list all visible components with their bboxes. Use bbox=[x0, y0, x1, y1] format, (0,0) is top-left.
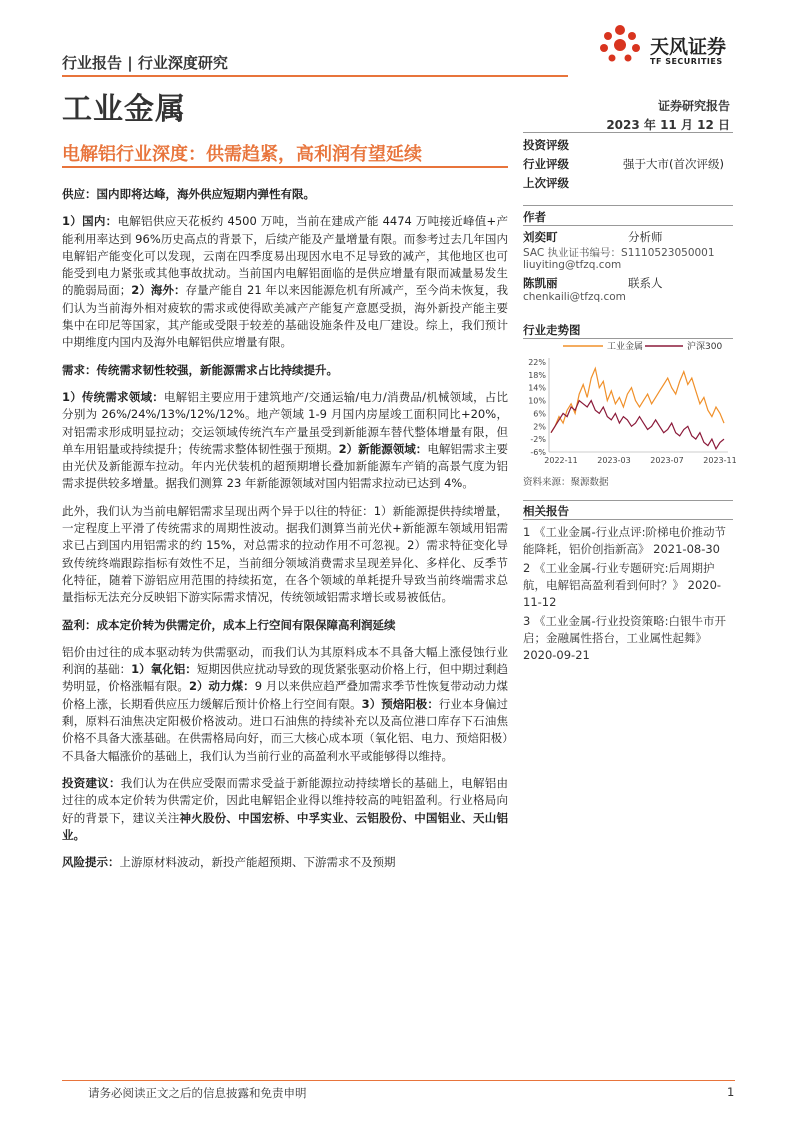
legend-label-2: 沪深300 bbox=[687, 342, 723, 352]
legend-label-1: 工业金属 bbox=[607, 342, 644, 352]
related-report-item[interactable]: 2 《工业金属-行业专题研究:后周期护航，电解铝高盈利看到何时？》 2020-11-12 bbox=[523, 561, 722, 609]
author-block bbox=[523, 205, 733, 303]
y-tick-label: 2% bbox=[533, 422, 546, 432]
related-list bbox=[523, 524, 733, 666]
industry-rating-label: 行业评级 bbox=[523, 157, 569, 171]
author-1-cert: SAC 执业证书编号：S1110523050001 bbox=[523, 247, 715, 259]
trend-source: 资料来源：聚源数据 bbox=[523, 477, 609, 488]
y-tick-label: -2% bbox=[530, 435, 546, 445]
section-supply-head: 供应：国内即将达峰，海外供应短期内弹性有限。 bbox=[62, 187, 315, 201]
main-body bbox=[62, 180, 508, 881]
related-report-item[interactable]: 3 《工业金属-行业投资策略:白银牛市开启；金融属性搭台，工业属性起舞》2020-09-21 bbox=[523, 614, 726, 662]
footer-divider bbox=[62, 1080, 735, 1081]
author-1-name: 刘奕町 bbox=[523, 230, 558, 244]
author-1-email: liuyiting@tfzq.com bbox=[523, 259, 622, 271]
section-investment-text: 投资建议：我们认为在供应受限而需求受益于新能源拉动持续增长的基础上，电解铝由过往的成本定价转为供需定价，因此电解铝企业得以维持较高的吨铝盈利。行业格局向好的背景下，建议关注神火股份、中国宏桥、中孚实业、云铝股份、中国铝业、天山铝业。 bbox=[62, 775, 509, 842]
x-tick-label: 2023-11 bbox=[703, 456, 737, 465]
trend-chart bbox=[523, 340, 737, 470]
x-tick-label: 2023-07 bbox=[650, 456, 684, 465]
report-category: 行业报告 | 行业深度研究 bbox=[62, 54, 228, 72]
section-profit-text: 铝价由过往的成本驱动转为供需驱动，而我们认为其原料成本不具备大幅上涨侵蚀行业利润的基础：1）氧化铝：短期因供应扰动导致的现货紧张驱动价格上行，但中期过剩趋势明显，价格涨幅有限。2）动力煤：9 月以来供应趋严叠加需求季节性恢复带动动力煤价格上涨，长期看供应压力缓解后预计价格上行空间有限。3）预焙阳极：行业本身偏过剩，原料石油焦决定阳极价格波动。进口石油焦的持续补充以及高位港口库存下石油焦价格不具备大涨基础。在供需格局向好，而三大核心成本项（氧化铝、电力、预焙阳极）不具备大幅涨价的基础上，我们认为当前行业的高盈利水平或能够得以维持。 bbox=[62, 644, 508, 763]
section-supply-text: 1）国内：电解铝供应天花板约 4500 万吨，当前在建成产能 4474 万吨接近峰值+产能利用率达到 96%历史高点的背景下，后续产能及产量增量有限。而参考过去几年国内电解铝产能变化可以发现，云南在四季度易出现因水电不足导致的减产，其他地区也可能受到电力紧张或其他事故扰动。当前国内电解铝面临的是供应增量有限而减量易发生的脆弱局面；2）海外：存量产能自 21 年以来因能源危机有所减产，至今尚未恢复，我们认为当前海外相对疲软的需求或使得欧美减产产能复产意愿受损，海外新投产能主要集中在印尼等国家，其产能或受限于较差的基础设施条件及电厂建设。综上，我们预计中期维度内国内及海外电解铝供应增量有限。 bbox=[62, 214, 508, 350]
author-head: 作者 bbox=[523, 210, 546, 224]
section-demand-head: 需求：传统需求韧性较强，新能源需求占比持续提升。 bbox=[62, 362, 338, 377]
y-tick-label: 14% bbox=[528, 383, 546, 393]
related-block bbox=[523, 500, 733, 662]
rating-block bbox=[523, 132, 733, 190]
trend-head: 行业走势图 bbox=[523, 323, 581, 337]
y-tick-label: 22% bbox=[528, 358, 546, 367]
report-date: 2023 年 11 月 12 日 bbox=[606, 118, 730, 132]
author-1-role: 分析师 bbox=[628, 230, 663, 244]
section-demand-text: 1）传统需求领域：电解铝主要应用于建筑地产/交通运输/电力/消费品/机械领域，占比分别为 26%/24%/13%/12%/12%。地产领域 1-9 月国内房屋竣工面积同比+20%，对铝需求形成明显拉动；交运领域传统汽车产量虽受到新能源车替代整体增量有限，但单车用铝量或持续提升；传统需求整体韧性强于预期。2）新能源领域：电解铝需求主要由光伏及新能源车拉动。年内光伏装机的超预期增长叠加新能源车产销的高景气度为铝需求提供较多增量。据我们测算 23 年新能源领域对国内铝需求拉动已达到 4%。 bbox=[62, 389, 508, 491]
series-line-2 bbox=[551, 401, 724, 449]
header-divider bbox=[62, 75, 568, 77]
rating-head: 投资评级 bbox=[523, 138, 569, 152]
section-risk-text: 风险提示：上游原材料波动，新投产能超预期、下游需求不及预期 bbox=[62, 855, 396, 870]
report-title: 电解铝行业深度：供需趋紧，高利润有望延续 bbox=[62, 144, 422, 165]
related-report-item[interactable]: 1 《工业金属-行业点评:阶梯电价推动节能降耗，铝价创指新高》 2021-08-30 bbox=[523, 525, 726, 556]
prev-rating-label: 上次评级 bbox=[523, 176, 569, 190]
y-tick-label: -6% bbox=[530, 448, 546, 457]
footer-disclaimer: 请务必阅读正文之后的信息披露和免责申明 bbox=[88, 1086, 307, 1100]
related-head: 相关报告 bbox=[523, 504, 569, 518]
y-tick-label: 10% bbox=[528, 396, 546, 406]
industry-rating-value: 强于大市(首次评级) bbox=[623, 157, 724, 171]
author-2-email: chenkaili@tfzq.com bbox=[523, 291, 626, 303]
y-tick-label: 6% bbox=[533, 409, 546, 419]
title-divider bbox=[62, 166, 508, 168]
x-tick-label: 2022-11 bbox=[544, 456, 578, 465]
section-profit-head: 盈利：成本定价转为供需定价，成本上行空间有限保障高利润延续 bbox=[62, 617, 396, 632]
report-type: 证券研究报告 bbox=[657, 99, 730, 113]
sector-title: 工业金属 bbox=[62, 92, 186, 127]
page-number: 1 bbox=[727, 1085, 735, 1099]
y-tick-label: 18% bbox=[528, 370, 546, 380]
author-2-name: 陈凯丽 bbox=[523, 276, 558, 290]
logo-text-en: TF SECURITIES bbox=[650, 57, 723, 66]
author-2-role: 联系人 bbox=[628, 276, 663, 290]
section-demand-text-2: 此外，我们认为当前电解铝需求呈现出两个异于以往的特征：1）新能源提供持续增量，一定程度上平滑了传统需求的周期性波动。据我们测算当前光伏+新能源车领域用铝需求已占到国内用铝需求的约 15%，对总需求的拉动作用不可忽视。2）需求特征变化导致传统终端跟踪指标有效性不足，当前细分领域消费需求呈现差异化、多样化、反季节化特征，随着下游铝应用范围的持续拓宽，在各个领域的单耗提升导致当前终端需求总量指标无法充分反映铝下游实际需求情况，传统领域铝需求增长或易被低估。 bbox=[62, 503, 508, 605]
x-tick-label: 2023-03 bbox=[597, 456, 631, 465]
series-line-1 bbox=[551, 368, 724, 432]
logo-text-cn: 天风证券 bbox=[650, 36, 727, 58]
